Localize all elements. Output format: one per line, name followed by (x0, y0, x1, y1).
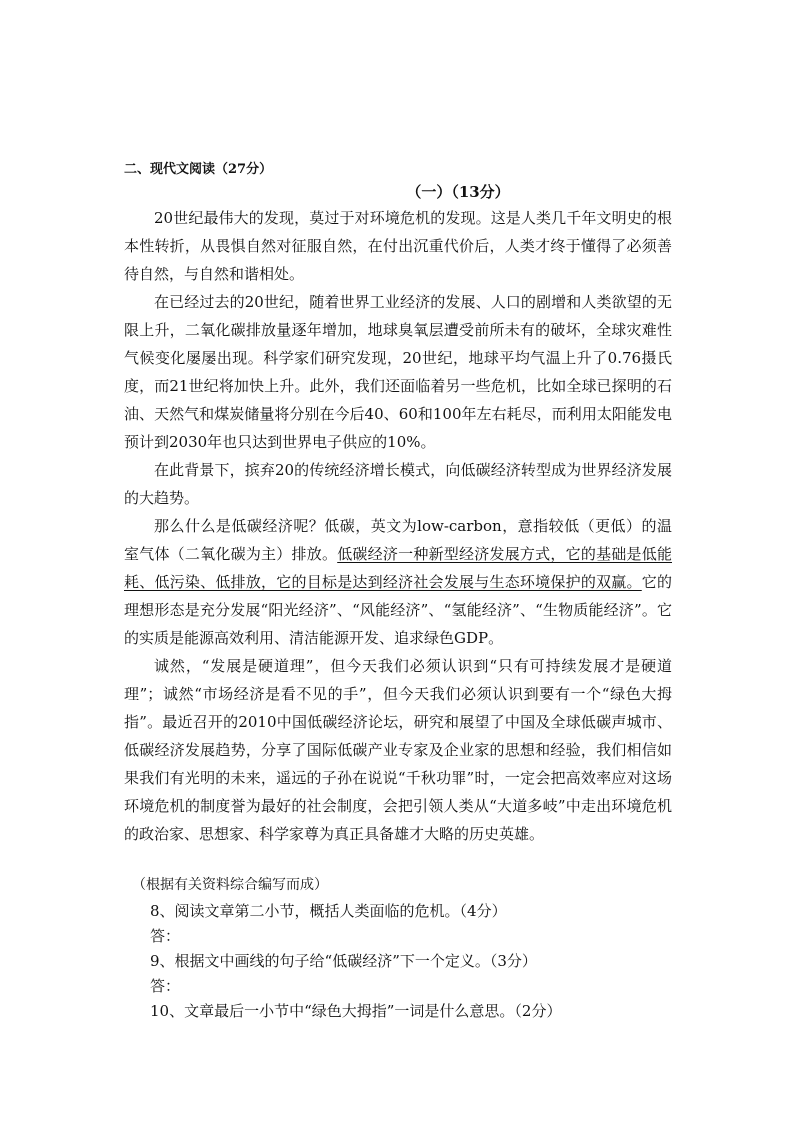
question-10: 10、文章最后一小节中“绿色大拇指”一词是什么意思。（2分） (150, 1002, 562, 1020)
paragraph-3: 在此背景下，摈弃20的传统经济增长模式，向低碳经济转型成为世界经济发展的大趋势。 (124, 461, 672, 507)
paragraph-4-rest: 它的理想形态是充分发展“阳光经济”、“风能经济”、“氢能经济”、“生物质能经济”。它的实质是能源高效利用、清洁能源开发、追求绿色GDP。 (124, 573, 672, 647)
answer-8-label: 答： (150, 927, 181, 945)
reading-section (124, 160, 672, 1024)
paragraph-4-intro: 那么什么是低碳经济呢？低碳，英文为low-carbon，意指较低（更低）的温室气体（二氧化碳为主）排放。 (124, 517, 672, 563)
source-note: （根据有关资料综合编写而成） (132, 877, 328, 893)
question-8: 8、阅读文章第二小节，概括人类面临的危机。（4分） (150, 902, 507, 920)
underlined-definition: 低碳经济一种新型经济发展方式，它的基础是低能耗、低污染、低排放，它的目标是达到经济社会发展与生态环境保护的双赢。 (124, 545, 672, 591)
paragraph-1: 20世纪最伟大的发现，莫过于对环境危机的发现。这是人类几千年文明史的根本性转折，从畏惧自然对征服自然，在付出沉重代价后，人类才终于懂得了必须善待自然，与自然和谐相处。 (124, 209, 672, 283)
part-heading: （一）（13分） (406, 183, 510, 201)
paragraph-5: 诚然，“发展是硬道理”，但今天我们必须认识到“只有可持续发展才是硬道理”；诚然“市场经济是看不见的手”，但今天我们必须认识到要有一个“绿色大拇指”。最近召开的2010中国低碳经济论坛，研究和展望了中国及全球低碳声城市、低碳经济发展趋势，分享了国际低碳产业专家及企业家的思想和经验，我们相信如果我们有光明的未来，遥远的子孙在说说“千秋功罪”时，一定会把高效率应对这场环境危机的制度誉为最好的社会制度，会把引领人类从“大道多岐”中走出环境危机的政治家、思想家、科学家尊为真正具备雄才大略的历史英雄。 (124, 657, 672, 843)
question-9: 9、根据文中画线的句子给“低碳经济”下一个定义。（3分） (150, 952, 537, 970)
paragraph-2: 在已经过去的20世纪，随着世界工业经济的发展、人口的剧增和人类欲望的无限上升，二氧化碳排放量逐年增加，地球臭氧层遭受前所未有的破坏，全球灾难性气候变化屡屡出现。科学家们研究发现，20世纪，地球平均气温上升了0.76摄氏度，而21世纪将加快上升。此外，我们还面临着另一些危机，比如全球已探明的石油、天然气和煤炭储量将分别在今后40、60和100年左右耗尽，而利用太阳能发电预计到2030年也只达到世界电子供应的10%。 (124, 293, 672, 451)
answer-9-label: 答： (150, 977, 181, 995)
section-heading: 二、现代文阅读（27分） (124, 162, 273, 177)
paragraph-4 (124, 512, 672, 652)
